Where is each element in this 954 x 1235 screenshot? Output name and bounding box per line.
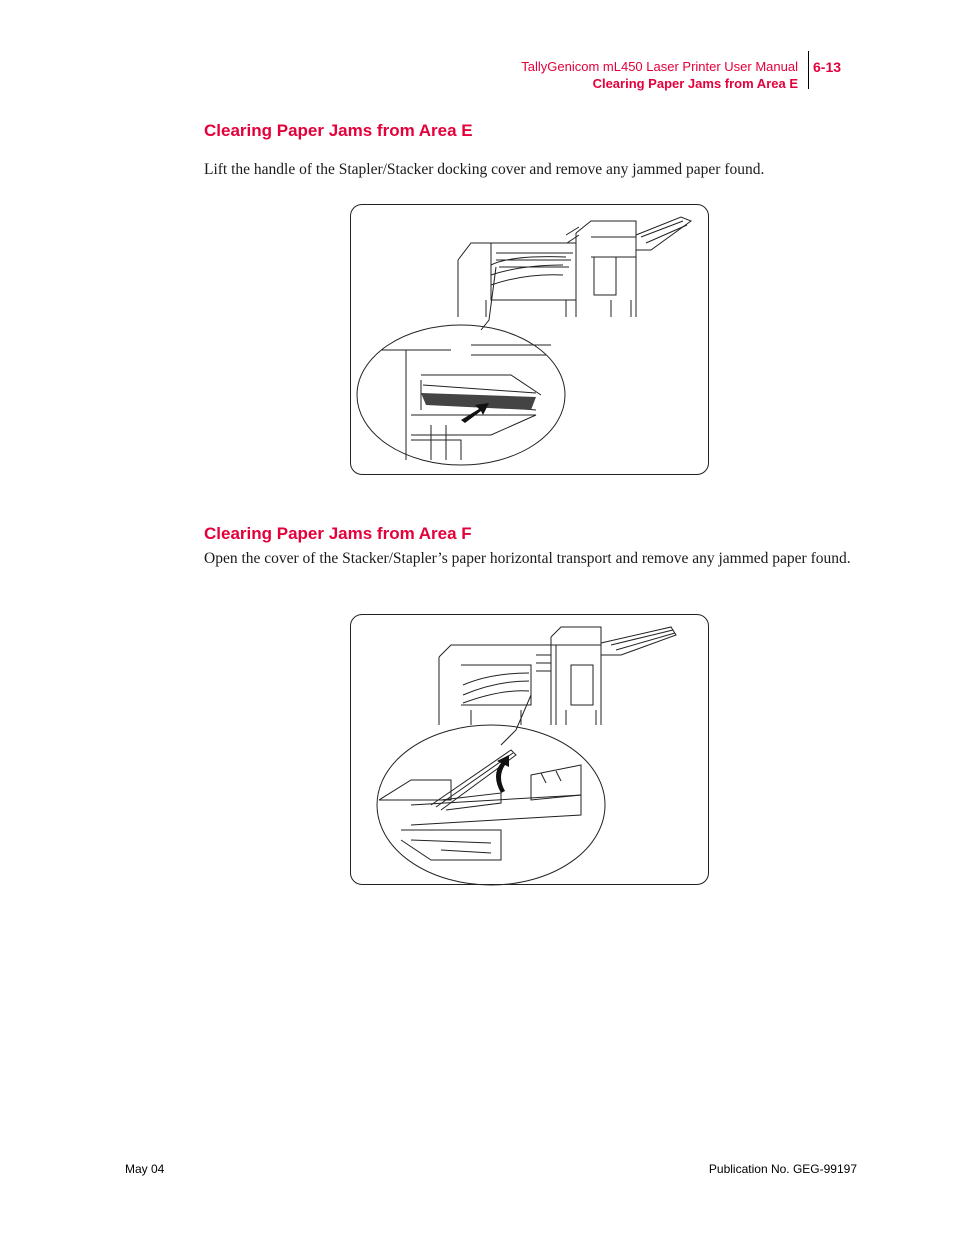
section-body-area-f: Open the cover of the Stacker/Stapler’s paper horizontal transport and remove any jammed paper found. <box>204 550 851 567</box>
figure-area-f <box>350 614 709 885</box>
section-heading-area-f: Clearing Paper Jams from Area F <box>204 524 472 543</box>
page-number: 6-13 <box>813 59 842 75</box>
running-header-section: Clearing Paper Jams from Area E <box>592 76 798 91</box>
section-body-area-e: Lift the handle of the Stapler/Stacker docking cover and remove any jammed paper found. <box>204 161 765 178</box>
printer-illustration-area-f <box>351 615 710 886</box>
header-divider <box>808 51 809 89</box>
figure-area-e <box>350 204 709 475</box>
footer-publication: Publication No. GEG-99197 <box>708 1162 857 1176</box>
running-header-title: TallyGenicom mL450 Laser Printer User Manual <box>521 59 798 74</box>
printer-illustration-area-e <box>351 205 710 476</box>
section-heading-area-e: Clearing Paper Jams from Area E <box>204 121 473 140</box>
footer-date: May 04 <box>125 1162 165 1176</box>
